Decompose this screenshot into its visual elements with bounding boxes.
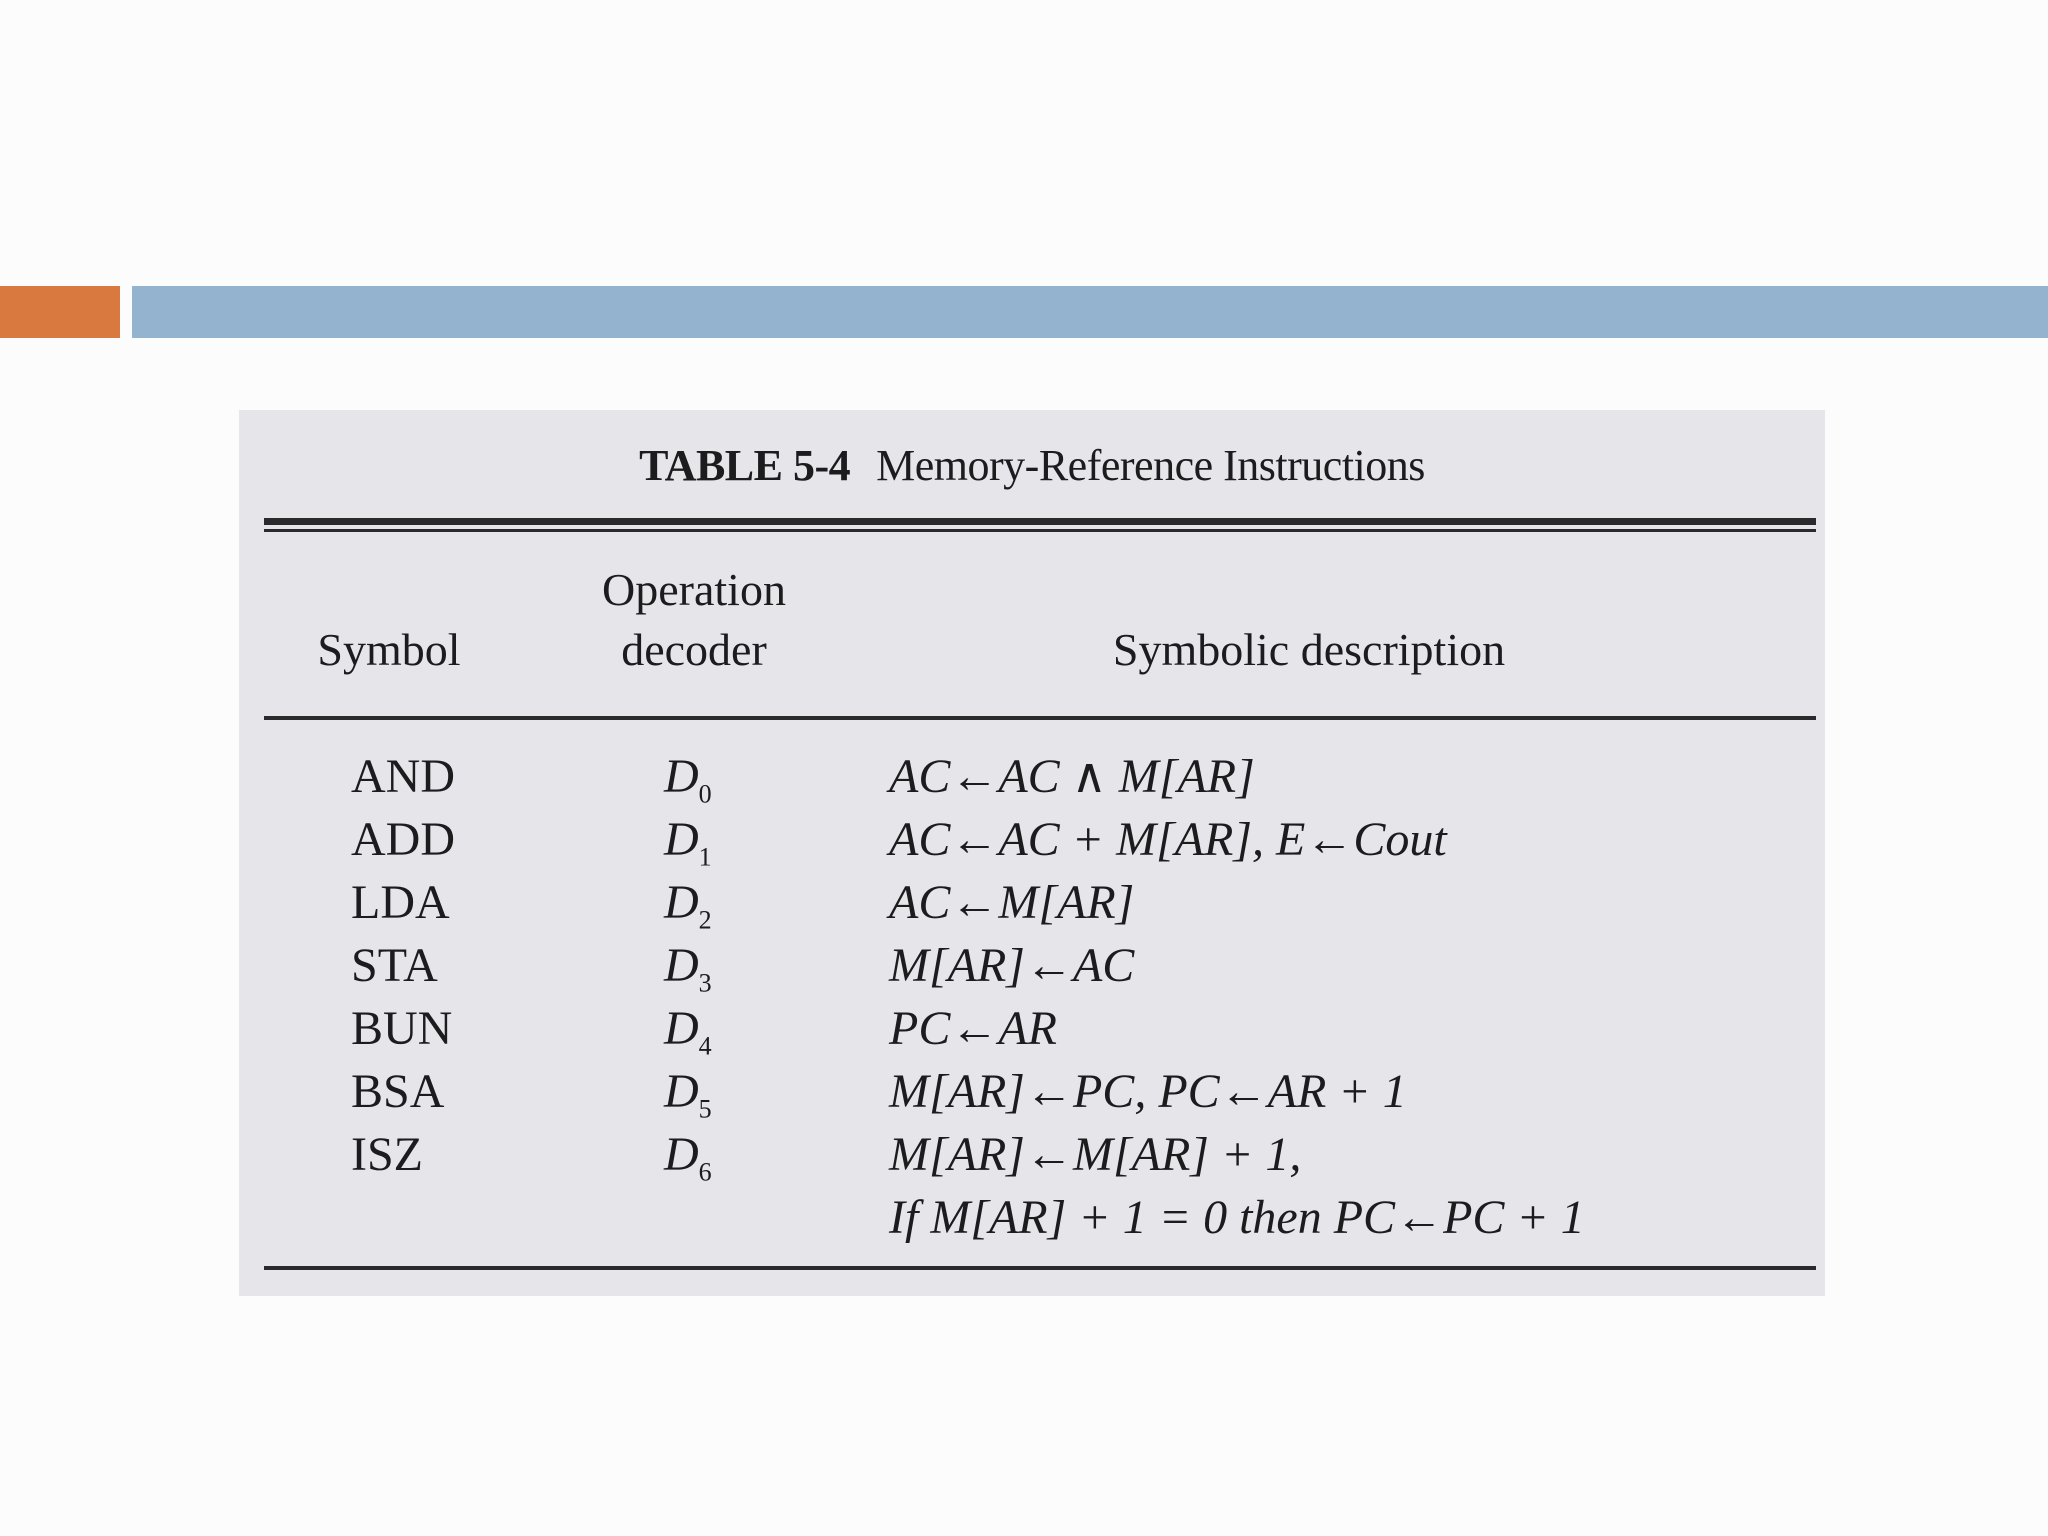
header-symbol: Symbol bbox=[317, 624, 461, 675]
row-symbol: STA bbox=[351, 939, 438, 992]
row-description: M[AR]←PC, PC←AR + 1 bbox=[889, 1065, 1407, 1118]
header-rule bbox=[264, 716, 1816, 720]
table-caption-title: Memory-Reference Instructions bbox=[876, 441, 1425, 490]
table-row bbox=[239, 808, 1825, 871]
table-row bbox=[239, 934, 1825, 997]
header-operation-decoder bbox=[569, 560, 819, 680]
row-decoder: $D_6$ bbox=[664, 1128, 712, 1187]
bottom-rule bbox=[264, 1266, 1816, 1270]
row-symbol: LDA bbox=[351, 876, 450, 929]
table-caption bbox=[239, 440, 1825, 491]
row-symbol: BSA bbox=[351, 1065, 445, 1118]
row-description: AC←AC + M[AR], E←Cout bbox=[889, 813, 1447, 866]
row-decoder: $D_2$ bbox=[664, 876, 712, 935]
memory-reference-table bbox=[239, 410, 1825, 1296]
row-symbol: BUN bbox=[351, 1002, 453, 1055]
row-symbol: AND bbox=[351, 750, 455, 803]
row-symbol: ISZ bbox=[351, 1128, 423, 1181]
accent-bar-orange bbox=[0, 286, 120, 338]
row-description: PC←AR bbox=[889, 1002, 1057, 1055]
header-symbolic-description: Symbolic description bbox=[1112, 624, 1506, 675]
row-decoder: $D_4$ bbox=[664, 1002, 712, 1061]
row-description: M[AR]←M[AR] + 1, bbox=[889, 1128, 1302, 1181]
row-decoder: $D_1$ bbox=[664, 813, 712, 872]
table-row bbox=[239, 1123, 1825, 1186]
row-description: AC←AC ∧ M[AR] bbox=[889, 750, 1255, 803]
row-decoder: $D_5$ bbox=[664, 1065, 712, 1124]
accent-bar-blue bbox=[132, 286, 2048, 338]
top-rule bbox=[264, 518, 1816, 525]
table-body bbox=[239, 745, 1825, 1249]
row-description: M[AR]←AC bbox=[889, 939, 1135, 992]
top-rule-thin bbox=[264, 529, 1816, 532]
header-decoder-line2: decoder bbox=[621, 624, 767, 675]
row-decoder: $D_0$ bbox=[664, 750, 712, 809]
row-symbol: ADD bbox=[351, 813, 455, 866]
table-row bbox=[239, 997, 1825, 1060]
table-row bbox=[239, 745, 1825, 808]
header-decoder-line1: Operation bbox=[602, 564, 786, 615]
row-decoder: $D_3$ bbox=[664, 939, 712, 998]
row-description: AC←M[AR] bbox=[889, 876, 1135, 929]
table-row bbox=[239, 1060, 1825, 1123]
table-caption-label: TABLE 5-4 bbox=[639, 441, 851, 490]
table-row bbox=[239, 1186, 1825, 1249]
row-description: If M[AR] + 1 = 0 then PC←PC + 1 bbox=[889, 1191, 1585, 1244]
table-row bbox=[239, 871, 1825, 934]
